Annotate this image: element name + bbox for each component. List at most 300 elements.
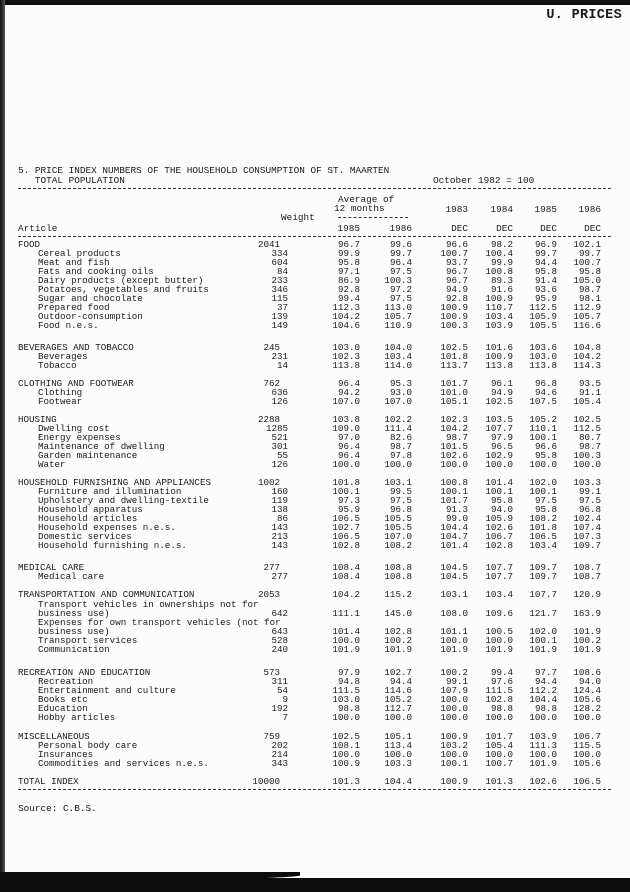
index-cell-d83: 100.7	[440, 248, 468, 259]
index-cell-d84: 100.9	[485, 293, 513, 304]
article-label: Transport services	[38, 635, 138, 646]
index-cell-d83: 100.1	[440, 758, 468, 769]
index-cell-a85: 111.5	[332, 685, 360, 696]
index-cell-a85: 98.8	[337, 703, 360, 714]
index-cell-d84: 100.0	[485, 749, 513, 760]
index-cell-d84: 98.2	[490, 239, 513, 250]
table-row	[0, 397, 630, 407]
header-article: Article	[18, 223, 58, 234]
index-cell-d86: 94.0	[578, 676, 601, 687]
table-row	[0, 759, 630, 769]
index-cell-d85: 102.6	[529, 776, 557, 787]
index-cell-a86: 107.0	[384, 396, 412, 407]
index-cell-d83: 100.0	[440, 694, 468, 705]
weight-cell: 301	[271, 441, 288, 452]
index-cell-d84: 101.3	[485, 776, 513, 787]
index-cell-d85: 107.5	[529, 396, 557, 407]
table-title-line2: TOTAL POPULATION	[18, 175, 125, 186]
index-cell-a85: 102.3	[332, 351, 360, 362]
index-cell-d86: 91.1	[578, 387, 601, 398]
index-cell-a86: 96.8	[389, 504, 412, 515]
index-cell-d83: 100.0	[440, 703, 468, 714]
index-cell-d86: 80.7	[578, 432, 601, 443]
index-cell-d86: 99.7	[578, 248, 601, 259]
index-cell-a86: 108.8	[384, 571, 412, 582]
index-cell-d85: 100.0	[529, 749, 557, 760]
scan-border-top	[0, 0, 630, 5]
index-cell-d84: 107.7	[485, 571, 513, 582]
index-cell-a85: 101.8	[332, 477, 360, 488]
index-cell-d85: 100.1	[529, 432, 557, 443]
index-cell-a86: 100.2	[384, 635, 412, 646]
weight-cell: 245	[263, 342, 280, 353]
index-cell-d85: 97.5	[534, 495, 557, 506]
index-cell-d85: 101.8	[529, 522, 557, 533]
index-cell-d83: 101.1	[440, 626, 468, 637]
index-cell-a85: 102.8	[332, 540, 360, 551]
index-cell-a86: 113.0	[384, 302, 412, 313]
index-cell-d85: 96.8	[534, 378, 557, 389]
index-cell-d86: 104.8	[573, 342, 601, 353]
index-cell-a86: 113.4	[384, 740, 412, 751]
weight-cell: 54	[276, 685, 288, 696]
index-cell-d84: 107.7	[485, 562, 513, 573]
index-cell-a85: 100.0	[332, 749, 360, 760]
index-cell-d86: 115.5	[573, 740, 601, 751]
index-cell-d83: 96.7	[445, 275, 468, 286]
index-cell-a86: 114.6	[384, 685, 412, 696]
header-dec-1985: DEC	[540, 223, 557, 234]
index-cell-d84: 91.6	[490, 284, 513, 295]
article-label: Maintenance of dwelling	[38, 441, 165, 452]
index-cell-a85: 97.1	[337, 266, 360, 277]
index-cell-a85: 102.7	[332, 522, 360, 533]
index-cell-a85: 102.5	[332, 731, 360, 742]
index-cell-d85: 101.9	[529, 644, 557, 655]
index-cell-a86: 103.1	[384, 477, 412, 488]
weight-cell: 1002	[257, 477, 280, 488]
article-label: Prepared food	[38, 302, 110, 313]
index-cell-d84: 100.0	[485, 459, 513, 470]
index-cell-d85: 102.0	[529, 477, 557, 488]
weight-cell: 138	[271, 504, 288, 515]
index-cell-d84: 102.8	[485, 694, 513, 705]
index-cell-d83: 103.1	[440, 589, 468, 600]
article-label: TRANSPORTATION AND COMMUNICATION	[18, 589, 195, 600]
index-cell-d84: 110.7	[485, 302, 513, 313]
index-cell-a86: 105.7	[384, 311, 412, 322]
table-row	[0, 645, 630, 655]
index-cell-d85: 91.4	[534, 275, 557, 286]
index-cell-d86: 128.2	[573, 703, 601, 714]
index-cell-d84: 105.4	[485, 740, 513, 751]
index-cell-d86: 98.7	[578, 284, 601, 295]
weight-cell: 115	[271, 293, 288, 304]
index-cell-d86: 109.7	[573, 540, 601, 551]
index-cell-a85: 109.0	[332, 423, 360, 434]
header-avg-1986: 1986	[389, 223, 412, 234]
index-cell-d86: 124.4	[573, 685, 601, 696]
index-cell-d83: 100.1	[440, 486, 468, 497]
article-label: Communication	[38, 644, 110, 655]
index-cell-d83: 91.3	[445, 504, 468, 515]
index-cell-d84: 103.9	[485, 320, 513, 331]
index-cell-d86: 102.4	[573, 513, 601, 524]
index-cell-d86: 99.1	[578, 486, 601, 497]
index-cell-d84: 98.8	[490, 703, 513, 714]
weight-cell: 126	[271, 459, 288, 470]
index-cell-d84: 102.8	[485, 540, 513, 551]
weight-cell: 214	[271, 749, 288, 760]
index-cell-d86: 105.0	[573, 275, 601, 286]
category-row	[0, 777, 630, 787]
article-label: Water	[38, 459, 66, 470]
article-label: Household expenses n.e.s.	[38, 522, 176, 533]
index-cell-d83: 99.1	[445, 676, 468, 687]
table-row	[0, 572, 630, 582]
weight-cell: 759	[263, 731, 280, 742]
index-cell-d84: 105.9	[485, 513, 513, 524]
index-cell-a85: 112.3	[332, 302, 360, 313]
index-cell-d83: 100.0	[440, 749, 468, 760]
index-cell-d85: 99.7	[534, 248, 557, 259]
index-cell-d85: 100.0	[529, 459, 557, 470]
index-cell-a85: 100.0	[332, 635, 360, 646]
article-label: Dairy products (except butter)	[38, 275, 204, 286]
index-cell-a85: 103.8	[332, 414, 360, 425]
index-cell-d83: 101.8	[440, 351, 468, 362]
article-label: Expenses for own transport vehicles (not for	[38, 617, 281, 628]
index-cell-d83: 100.3	[440, 320, 468, 331]
index-cell-a85: 99.9	[337, 248, 360, 259]
article-label: MEDICAL CARE	[18, 562, 85, 573]
index-cell-d83: 104.5	[440, 571, 468, 582]
weight-cell: 346	[271, 284, 288, 295]
index-cell-d85: 105.5	[529, 320, 557, 331]
index-cell-a86: 145.0	[384, 608, 412, 619]
index-cell-d83: 102.6	[440, 450, 468, 461]
header-dec-1986: DEC	[584, 223, 601, 234]
weight-cell: 192	[271, 703, 288, 714]
index-cell-a86: 98.7	[389, 441, 412, 452]
weight-cell: 119	[271, 495, 288, 506]
index-cell-a86: 112.7	[384, 703, 412, 714]
index-cell-a86: 100.3	[384, 275, 412, 286]
index-cell-a85: 94.8	[337, 676, 360, 687]
index-cell-d83: 104.7	[440, 531, 468, 542]
index-cell-d86: 100.7	[573, 257, 601, 268]
index-cell-a85: 100.9	[332, 758, 360, 769]
index-cell-d86: 102.5	[573, 414, 601, 425]
index-cell-d84: 103.5	[485, 414, 513, 425]
article-label: Commodities and services n.e.s.	[38, 758, 209, 769]
index-cell-a86: 108.8	[384, 562, 412, 573]
index-cell-d84: 97.9	[490, 432, 513, 443]
article-label: Beverages	[38, 351, 88, 362]
index-cell-a85: 100.0	[332, 459, 360, 470]
header-avg-1985: 1985	[337, 223, 360, 234]
index-cell-d83: 100.8	[440, 477, 468, 488]
index-cell-d83: 100.0	[440, 712, 468, 723]
article-label: HOUSING	[18, 414, 57, 425]
table-row	[0, 541, 630, 551]
index-cell-d85: 103.6	[529, 342, 557, 353]
weight-cell: 7	[282, 712, 288, 723]
index-cell-d84: 102.9	[485, 450, 513, 461]
index-cell-d83: 104.4	[440, 522, 468, 533]
article-label: Energy expenses	[38, 432, 121, 443]
index-cell-d86: 103.3	[573, 477, 601, 488]
index-cell-a86: 110.9	[384, 320, 412, 331]
index-cell-d85: 110.1	[529, 423, 557, 434]
weight-cell: 86	[276, 513, 288, 524]
article-label: Outdoor-consumption	[38, 311, 143, 322]
index-cell-a85: 106.5	[332, 513, 360, 524]
index-cell-d83: 101.5	[440, 441, 468, 452]
index-cell-d86: 112.9	[573, 302, 601, 313]
index-cell-d83: 103.2	[440, 740, 468, 751]
index-cell-a85: 97.0	[337, 432, 360, 443]
index-cell-a85: 101.4	[332, 626, 360, 637]
index-cell-a85: 95.9	[337, 504, 360, 515]
article-label: RECREATION AND EDUCATION	[18, 667, 151, 678]
index-cell-d83: 100.0	[440, 459, 468, 470]
index-cell-a85: 96.7	[337, 239, 360, 250]
article-label: Entertainment and culture	[38, 685, 176, 696]
article-label: Fats and cooking oils	[38, 266, 154, 277]
index-cell-d84: 89.3	[490, 275, 513, 286]
index-cell-d84: 101.7	[485, 731, 513, 742]
index-cell-d85: 121.7	[529, 608, 557, 619]
article-label: Meat and fish	[38, 257, 110, 268]
article-label: Household articles	[38, 513, 138, 524]
index-cell-d86: 163.9	[573, 608, 601, 619]
index-cell-d85: 104.4	[529, 694, 557, 705]
index-cell-d86: 100.2	[573, 635, 601, 646]
index-cell-d85: 109.7	[529, 562, 557, 573]
table-row	[0, 460, 630, 470]
index-cell-d86: 105.6	[573, 694, 601, 705]
index-cell-a86: 104.0	[384, 342, 412, 353]
article-label: Clothing	[38, 387, 83, 398]
article-label: Household furnishing n.e.s.	[38, 540, 187, 551]
index-cell-a86: 97.5	[389, 495, 412, 506]
article-label: Education	[38, 703, 88, 714]
index-cell-d85: 96.9	[534, 239, 557, 250]
weight-cell: 277	[263, 562, 280, 573]
index-cell-d85: 97.7	[534, 667, 557, 678]
index-cell-a85: 108.1	[332, 740, 360, 751]
index-cell-a86: 111.4	[384, 423, 412, 434]
index-cell-d84: 100.4	[485, 248, 513, 259]
index-cell-d86: 105.4	[573, 396, 601, 407]
index-cell-d86: 106.7	[573, 731, 601, 742]
index-cell-d84: 100.8	[485, 266, 513, 277]
article-label: Dwelling cost	[38, 423, 110, 434]
index-cell-d85: 102.0	[529, 626, 557, 637]
index-cell-d85: 109.7	[529, 571, 557, 582]
weight-cell: 143	[271, 522, 288, 533]
weight-cell: 604	[271, 257, 288, 268]
index-cell-d86: 101.9	[573, 626, 601, 637]
index-cell-d84: 100.0	[485, 712, 513, 723]
index-cell-a86: 95.3	[389, 378, 412, 389]
index-cell-d83: 100.9	[440, 731, 468, 742]
index-cell-d84: 103.4	[485, 311, 513, 322]
index-cell-a86: 102.8	[384, 626, 412, 637]
index-cell-d84: 111.5	[485, 685, 513, 696]
weight-cell: 643	[271, 626, 288, 637]
index-cell-a86: 114.0	[384, 360, 412, 371]
index-cell-d83: 94.9	[445, 284, 468, 295]
index-cell-d84: 101.4	[485, 477, 513, 488]
index-cell-d85: 94.6	[534, 387, 557, 398]
index-cell-d86: 107.4	[573, 522, 601, 533]
weight-cell: 126	[271, 396, 288, 407]
index-cell-d83: 93.7	[445, 257, 468, 268]
article-label: Insurances	[38, 749, 94, 760]
index-cell-a86: 100.0	[384, 459, 412, 470]
index-cell-a85: 108.4	[332, 562, 360, 573]
weight-cell: 334	[271, 248, 288, 259]
index-cell-d86: 96.8	[578, 504, 601, 515]
index-cell-a86: 99.5	[389, 486, 412, 497]
header-dec-1984: DEC	[496, 223, 513, 234]
header-weight: Weight	[281, 212, 315, 223]
index-cell-d83: 101.4	[440, 540, 468, 551]
article-label: Domestic services	[38, 531, 132, 542]
index-cell-a85: 108.4	[332, 571, 360, 582]
index-cell-a86: 101.9	[384, 644, 412, 655]
index-cell-a85: 92.8	[337, 284, 360, 295]
weight-cell: 2288	[257, 414, 280, 425]
index-cell-d84: 102.5	[485, 396, 513, 407]
index-cell-d83: 100.9	[440, 776, 468, 787]
index-cell-d86: 107.3	[573, 531, 601, 542]
weight-cell: 10000	[252, 776, 280, 787]
weight-cell: 642	[271, 608, 288, 619]
article-label: FOOD	[18, 239, 41, 250]
weight-cell: 1285	[265, 423, 288, 434]
index-cell-d85: 112.5	[529, 302, 557, 313]
rule-top	[18, 188, 611, 189]
index-cell-d86: 106.5	[573, 776, 601, 787]
index-cell-d83: 107.9	[440, 685, 468, 696]
weight-cell: 55	[276, 450, 288, 461]
index-cell-d83: 105.1	[440, 396, 468, 407]
table-row	[0, 361, 630, 371]
index-cell-d85: 108.2	[529, 513, 557, 524]
index-cell-a85: 103.0	[332, 342, 360, 353]
weight-cell: 139	[271, 311, 288, 322]
index-cell-a85: 97.3	[337, 495, 360, 506]
index-cell-d85: 95.8	[534, 450, 557, 461]
article-label: Garden maintenance	[38, 450, 138, 461]
index-cell-d86: 100.3	[573, 450, 601, 461]
index-cell-a85: 111.1	[332, 608, 360, 619]
index-cell-a86: 94.4	[389, 676, 412, 687]
index-cell-d85: 94.4	[534, 257, 557, 268]
index-cell-d83: 104.2	[440, 423, 468, 434]
index-cell-d84: 101.9	[485, 644, 513, 655]
rule-average	[338, 217, 408, 218]
index-cell-a86: 96.4	[389, 257, 412, 268]
index-cell-d86: 93.5	[578, 378, 601, 389]
index-cell-d83: 101.7	[440, 378, 468, 389]
index-cell-d86: 97.5	[578, 495, 601, 506]
weight-cell: 9	[282, 694, 288, 705]
header-1984: 1984	[490, 204, 513, 215]
index-cell-a86: 105.5	[384, 513, 412, 524]
index-cell-d84: 113.8	[485, 360, 513, 371]
index-cell-d84: 99.9	[490, 257, 513, 268]
index-cell-a85: 113.8	[332, 360, 360, 371]
article-label: BEVERAGES AND TOBACCO	[18, 342, 134, 353]
article-label: Transport vehicles in ownerships not for	[38, 599, 259, 610]
weight-cell: 277	[271, 571, 288, 582]
weight-cell: 231	[271, 351, 288, 362]
index-cell-d84: 100.1	[485, 486, 513, 497]
index-cell-d84: 100.0	[485, 635, 513, 646]
index-cell-d83: 99.0	[445, 513, 468, 524]
index-cell-a85: 104.2	[332, 311, 360, 322]
index-cell-a85: 86.9	[337, 275, 360, 286]
index-cell-d83: 101.7	[440, 495, 468, 506]
index-cell-a86: 103.3	[384, 758, 412, 769]
index-cell-a85: 107.0	[332, 396, 360, 407]
article-label: Personal body care	[38, 740, 138, 751]
weight-cell: 521	[271, 432, 288, 443]
index-cell-d86: 116.6	[573, 320, 601, 331]
index-cell-d84: 106.7	[485, 531, 513, 542]
index-cell-d85: 100.0	[529, 712, 557, 723]
section-header: U. PRICES	[546, 8, 622, 23]
index-cell-a86: 100.0	[384, 749, 412, 760]
weight-cell: 202	[271, 740, 288, 751]
index-cell-d83: 100.0	[440, 635, 468, 646]
index-cell-d86: 102.1	[573, 239, 601, 250]
article-label: Sugar and chocolate	[38, 293, 143, 304]
index-cell-a86: 97.5	[389, 266, 412, 277]
scan-border-bottom	[0, 878, 630, 892]
index-cell-d86: 120.9	[573, 589, 601, 600]
index-cell-d85: 96.6	[534, 441, 557, 452]
index-cell-d85: 95.9	[534, 293, 557, 304]
index-cell-d83: 100.2	[440, 667, 468, 678]
index-cell-d86: 105.6	[573, 758, 601, 769]
index-cell-d86: 108.7	[573, 571, 601, 582]
index-cell-d84: 96.5	[490, 441, 513, 452]
header-dec-1983: DEC	[451, 223, 468, 234]
index-cell-a85: 100.1	[332, 486, 360, 497]
header-1985: 1985	[534, 204, 557, 215]
article-label: Food n.e.s.	[38, 320, 99, 331]
index-cell-d85: 98.8	[534, 703, 557, 714]
index-cell-a86: 97.2	[389, 284, 412, 295]
index-cell-a85: 96.4	[337, 378, 360, 389]
table-row	[0, 321, 630, 331]
index-cell-a86: 102.7	[384, 667, 412, 678]
index-cell-d86: 101.9	[573, 644, 601, 655]
article-label: Recreation	[38, 676, 94, 687]
weight-cell: 528	[271, 635, 288, 646]
index-cell-d84: 96.1	[490, 378, 513, 389]
weight-cell: 573	[263, 667, 280, 678]
article-label: Upholstery and dwelling-textile	[38, 495, 209, 506]
index-cell-a85: 103.0	[332, 694, 360, 705]
article-label: Medical care	[38, 571, 105, 582]
article-label: HOUSEHOLD FURNISHING AND APPLIANCES	[18, 477, 211, 488]
